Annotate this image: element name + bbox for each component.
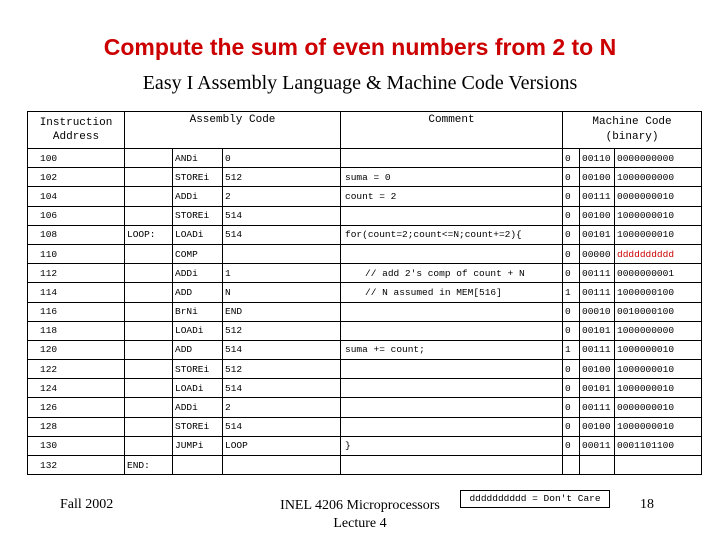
row-instruction: ADD — [173, 283, 223, 302]
row-opcode: 00111 — [580, 264, 615, 283]
row-comment — [341, 149, 563, 168]
row-label — [125, 187, 173, 206]
row-bit-flag: 0 — [563, 206, 580, 225]
row-opcode: 00111 — [580, 340, 615, 359]
row-address: 112 — [28, 264, 125, 283]
row-instruction: ADDi — [173, 398, 223, 417]
table-row — [28, 360, 702, 379]
table-row — [28, 283, 702, 302]
row-opcode: 00110 — [580, 149, 615, 168]
table-row — [28, 321, 702, 340]
row-operand: 514 — [223, 225, 341, 244]
footer-course: INEL 4206 Microprocessors Lecture 4 — [280, 498, 440, 531]
row-label — [125, 340, 173, 359]
row-label — [125, 149, 173, 168]
slide-subtitle: Easy I Assembly Language & Machine Code Versions — [142, 72, 578, 94]
table-row — [28, 206, 702, 225]
row-operand: N — [223, 283, 341, 302]
row-bit-flag: 0 — [563, 379, 580, 398]
table-row — [28, 417, 702, 436]
header-comment: Comment — [341, 112, 563, 149]
row-bit-flag — [563, 456, 580, 475]
row-instruction: ADDi — [173, 187, 223, 206]
row-operand: 514 — [223, 340, 341, 359]
row-bit-flag: 0 — [563, 436, 580, 455]
row-operand: END — [223, 302, 341, 321]
row-bit-flag: 0 — [563, 225, 580, 244]
row-bit-flag: 0 — [563, 398, 580, 417]
row-operand: 2 — [223, 398, 341, 417]
row-operand: LOOP — [223, 436, 341, 455]
table-row — [28, 340, 702, 359]
row-label — [125, 379, 173, 398]
row-comment: suma += count; — [341, 340, 563, 359]
table-row — [28, 379, 702, 398]
row-operand-bits: 0001101100 — [615, 436, 702, 455]
row-operand-bits: 0010000100 — [615, 302, 702, 321]
row-instruction — [173, 456, 223, 475]
row-label — [125, 264, 173, 283]
header-machine-code: Machine Code (binary) — [563, 112, 702, 149]
row-operand — [223, 456, 341, 475]
row-label — [125, 417, 173, 436]
row-comment — [341, 379, 563, 398]
row-operand-bits: 1000000010 — [615, 225, 702, 244]
row-bit-flag: 0 — [563, 149, 580, 168]
row-address: 106 — [28, 206, 125, 225]
footer-date: Fall 2002 — [60, 497, 114, 512]
row-instruction: ADDi — [173, 264, 223, 283]
row-comment — [341, 302, 563, 321]
row-bit-flag: 0 — [563, 302, 580, 321]
row-operand-bits: 1000000000 — [615, 321, 702, 340]
row-label — [125, 302, 173, 321]
row-label — [125, 321, 173, 340]
row-bit-flag: 0 — [563, 264, 580, 283]
row-comment: count = 2 — [341, 187, 563, 206]
row-bit-flag: 0 — [563, 168, 580, 187]
row-address: 126 — [28, 398, 125, 417]
row-label — [125, 360, 173, 379]
row-address: 102 — [28, 168, 125, 187]
table-row — [28, 264, 702, 283]
row-operand: 514 — [223, 379, 341, 398]
row-address: 108 — [28, 225, 125, 244]
row-comment — [341, 244, 563, 263]
row-operand: 512 — [223, 168, 341, 187]
row-operand-bits: 1000000100 — [615, 283, 702, 302]
row-address: 132 — [28, 456, 125, 475]
row-opcode: 00100 — [580, 417, 615, 436]
row-comment — [341, 456, 563, 475]
row-address: 122 — [28, 360, 125, 379]
header-address: Instruction Address — [28, 112, 125, 149]
row-comment — [341, 360, 563, 379]
row-opcode: 00000 — [580, 244, 615, 263]
row-address: 116 — [28, 302, 125, 321]
row-address: 124 — [28, 379, 125, 398]
row-instruction: STOREi — [173, 206, 223, 225]
code-rows — [28, 149, 702, 475]
row-opcode: 00010 — [580, 302, 615, 321]
table-row — [28, 187, 702, 206]
row-instruction: STOREi — [173, 417, 223, 436]
row-comment: // N assumed in MEM[516] — [341, 283, 563, 302]
row-address: 100 — [28, 149, 125, 168]
row-operand-bits: 1000000010 — [615, 417, 702, 436]
row-comment — [341, 417, 563, 436]
row-operand-bits: 1000000010 — [615, 340, 702, 359]
table-row — [28, 398, 702, 417]
row-address: 130 — [28, 436, 125, 455]
row-operand: 1 — [223, 264, 341, 283]
row-opcode: 00101 — [580, 379, 615, 398]
row-operand: 514 — [223, 417, 341, 436]
row-address: 118 — [28, 321, 125, 340]
row-comment — [341, 398, 563, 417]
row-address: 104 — [28, 187, 125, 206]
table-header-row — [28, 112, 702, 149]
row-operand: 512 — [223, 360, 341, 379]
row-opcode: 00111 — [580, 283, 615, 302]
table-row — [28, 436, 702, 455]
row-opcode: 00100 — [580, 168, 615, 187]
row-instruction: LOADi — [173, 379, 223, 398]
row-label: LOOP: — [125, 225, 173, 244]
row-operand: 512 — [223, 321, 341, 340]
row-operand-bits: 1000000010 — [615, 379, 702, 398]
row-address: 114 — [28, 283, 125, 302]
row-opcode: 00011 — [580, 436, 615, 455]
page-number: 18 — [640, 497, 654, 512]
row-operand-bits: 0000000000 — [615, 149, 702, 168]
row-address: 120 — [28, 340, 125, 359]
row-opcode: 00100 — [580, 206, 615, 225]
row-instruction: ADD — [173, 340, 223, 359]
row-instruction: JUMPi — [173, 436, 223, 455]
row-operand-bits: 0000000010 — [615, 187, 702, 206]
row-label — [125, 283, 173, 302]
dont-care-legend: dddddddddd = Don't Care — [460, 490, 610, 508]
table-row — [28, 149, 702, 168]
row-operand-bits: 1000000010 — [615, 360, 702, 379]
row-opcode: 00111 — [580, 398, 615, 417]
row-bit-flag: 1 — [563, 340, 580, 359]
row-address: 128 — [28, 417, 125, 436]
row-comment — [341, 206, 563, 225]
table-row — [28, 302, 702, 321]
row-comment: suma = 0 — [341, 168, 563, 187]
slide-title: Compute the sum of even numbers from 2 to N — [103, 34, 617, 60]
row-instruction: BrNi — [173, 302, 223, 321]
table-row — [28, 168, 702, 187]
row-operand: 514 — [223, 206, 341, 225]
row-opcode: 00101 — [580, 225, 615, 244]
row-instruction: STOREi — [173, 360, 223, 379]
row-label — [125, 206, 173, 225]
row-comment: // add 2's comp of count + N — [341, 264, 563, 283]
row-operand-bits: 1000000010 — [615, 206, 702, 225]
row-label: END: — [125, 456, 173, 475]
header-assembly: Assembly Code — [125, 112, 341, 149]
row-instruction: LOADi — [173, 321, 223, 340]
row-opcode: 00101 — [580, 321, 615, 340]
row-comment: for(count=2;count<=N;count+=2){ — [341, 225, 563, 244]
row-instruction: COMP — [173, 244, 223, 263]
row-operand-bits: 0000000001 — [615, 264, 702, 283]
row-opcode — [580, 456, 615, 475]
row-label — [125, 398, 173, 417]
row-operand: 2 — [223, 187, 341, 206]
row-operand-bits: 0000000010 — [615, 398, 702, 417]
table-row — [28, 244, 702, 263]
row-label — [125, 436, 173, 455]
row-bit-flag: 0 — [563, 360, 580, 379]
row-label — [125, 244, 173, 263]
code-table — [27, 111, 702, 475]
row-bit-flag: 0 — [563, 187, 580, 206]
row-operand — [223, 244, 341, 263]
row-operand-bits: dddddddddd — [615, 244, 702, 263]
row-instruction: LOADi — [173, 225, 223, 244]
row-operand: 0 — [223, 149, 341, 168]
row-comment: } — [341, 436, 563, 455]
row-label — [125, 168, 173, 187]
row-address: 110 — [28, 244, 125, 263]
row-instruction: STOREi — [173, 168, 223, 187]
row-bit-flag: 0 — [563, 321, 580, 340]
table-row — [28, 456, 702, 475]
row-opcode: 00111 — [580, 187, 615, 206]
row-operand-bits: 1000000000 — [615, 168, 702, 187]
row-comment — [341, 321, 563, 340]
row-bit-flag: 0 — [563, 244, 580, 263]
row-opcode: 00100 — [580, 360, 615, 379]
row-bit-flag: 1 — [563, 283, 580, 302]
row-bit-flag: 0 — [563, 417, 580, 436]
row-instruction: ANDi — [173, 149, 223, 168]
row-operand-bits — [615, 456, 702, 475]
table-row — [28, 225, 702, 244]
